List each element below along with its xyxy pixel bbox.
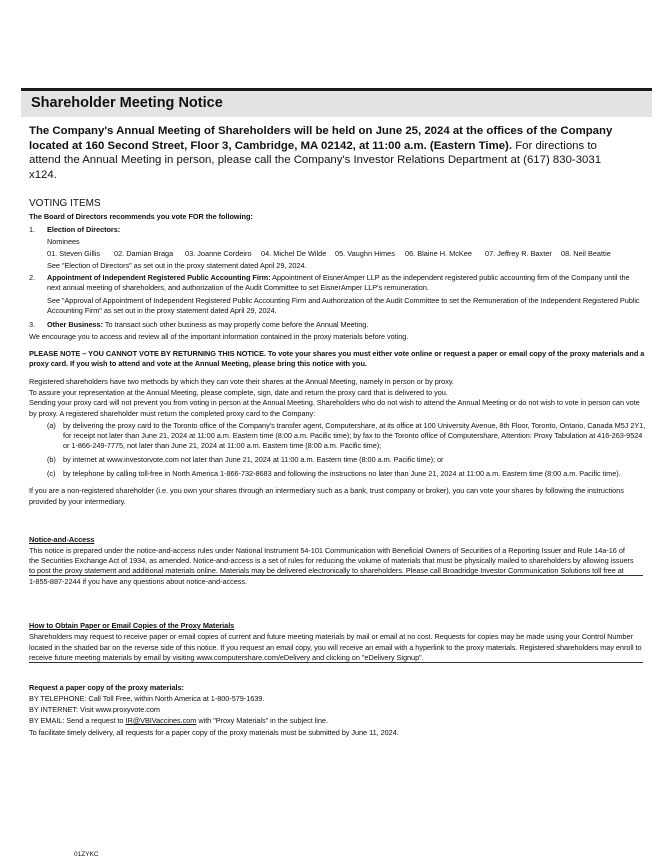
- nominee-item: 04. Michel De Wilde: [261, 249, 327, 258]
- item3-text: To transact such other business as may properly come before the Annual Meeting.: [104, 320, 369, 329]
- request-email-suffix: with "Proxy Materials" in the subject line.: [198, 716, 328, 725]
- nominee-item: 01. Steven Gillis: [47, 249, 101, 258]
- meeting-announcement-bold: The Company's Annual Meeting of Shareholders will be held on June 25, 2024 at the offices of the Company located at 160 Second Street, Floor 3, Cambridge, MA 02142, at 11:00 a.m. (Eastern Time).: [29, 125, 613, 152]
- nominee-item: 02. Damian Braga: [114, 249, 174, 258]
- nominee-item: 05. Vaughn Himes: [335, 249, 395, 258]
- item2-text-line1: Appointment of EisnerAmper LLP as the independent registered public accounting firm of the Company until the: [272, 273, 630, 282]
- obtain-copies-line3: receive future meeting materials by email by visiting www.computershare.com/eDelivery and clicking on "eDelivery Signup".: [29, 653, 424, 662]
- request-by-email: [29, 716, 328, 726]
- nominee-item: 03. Joanne Cordeiro: [185, 249, 252, 258]
- encourage-text: We encourage you to access and review all of the important information contained in the proxy materials before voting.: [29, 332, 409, 341]
- notice-access-line1: This notice is prepared under the notice-and-access rules under National Instrument 54-101 Communication with Beneficial Owners of Securities of a Reporting Issuer and Rule 14a-16 of: [29, 546, 625, 555]
- item1-see-reference: See "Election of Directors" as set out in the proxy statement dated April 29, 2024.: [47, 261, 307, 270]
- obtain-copies-rule: [29, 662, 643, 663]
- method-a-line3: or 1-866-249-7775, not later than June 21, 2024 at 11:00 a.m. Eastern time (8:00 a.m. Pacific time);: [63, 441, 382, 450]
- obtain-copies-heading: How to Obtain Paper or Email Copies of the Proxy Materials: [29, 621, 235, 630]
- page-title: Shareholder Meeting Notice: [31, 95, 223, 111]
- request-by-telephone: BY TELEPHONE: Call Toll Free, within North America at 1-800-579-1639.: [29, 694, 265, 703]
- item3-title: Other Business:: [47, 320, 103, 329]
- item2-title: Appointment of Independent Registered Public Accounting Firm:: [47, 273, 271, 282]
- registered-line2: To assure your representation at the Annual Meeting, please complete, sign, date and return the proxy card that is delivered to you.: [29, 388, 448, 397]
- meeting-announcement-directions: For directions to attend the Annual Meeting in person, please call the Company's Investor Relations Department at (617) 830-3031 x124.: [29, 139, 602, 181]
- nominees-label: Nominees: [47, 237, 80, 246]
- ir-email-link[interactable]: IR@VBIVaccines.com: [125, 716, 197, 725]
- item2-line1: [47, 273, 652, 283]
- nonregistered-line2: provided by your intermediary.: [29, 497, 126, 506]
- item2-text-line2: next annual meeting of shareholders, and authorization of the Audit Committee to set EisnerAmper LLP's remuneration.: [47, 283, 429, 292]
- method-a-label: (a): [47, 421, 56, 430]
- request-email-prefix: BY EMAIL: Send a request to: [29, 716, 124, 725]
- method-b-label: (b): [47, 455, 56, 464]
- item2-number: 2.: [29, 273, 36, 282]
- registered-line1: Registered shareholders have two methods by which they can vote their shares at the Annual Meeting, namely in person or by proxy.: [29, 377, 454, 386]
- board-recommendation: The Board of Directors recommends you vote FOR the following:: [29, 212, 253, 221]
- item1-number: 1.: [29, 225, 36, 234]
- document-code: 01ZYKC: [74, 851, 99, 858]
- request-paper-heading: Request a paper copy of the proxy materials:: [29, 683, 184, 692]
- method-b-text: by internet at www.investorvote.com not later than June 21, 2024 at 11:00 a.m. Eastern time (8:00 a.m. Pacific time); or: [63, 455, 444, 464]
- item3-line: [47, 320, 368, 330]
- notice-access-line4: 1-855-887-2244 if you have any questions about notice-and-access.: [29, 577, 248, 586]
- item2-see-line1: See "Approval of Appointment of Independent Registered Public Accounting Firm and Authorization of the Audit Committee to set the Remuneration of the Independent Registered Public: [47, 296, 640, 305]
- voting-items-heading: VOTING ITEMS: [29, 198, 101, 209]
- meeting-announcement: [29, 124, 619, 182]
- obtain-copies-line1: Shareholders may request to receive paper or email copies of current and future meeting materials by mail or email at no cost. Requests for copies may be made using your Control Number: [29, 632, 633, 641]
- item2-see-line2: Accounting Firm" as set out in the proxy statement dated April 29, 2024.: [47, 306, 277, 315]
- obtain-copies-line2: located in the shaded bar on the reverse side of this notice. If you request an email copy, you will receive an email with a hyperlink to the proxy materials. Registered shareholders may enroll to: [29, 643, 642, 652]
- nominee-item: 06. Blaine H. McKee: [405, 249, 472, 258]
- item1-title: Election of Directors:: [47, 225, 121, 234]
- notice-access-line3: to post the proxy statement and additional materials online. Materials may be delivered electronically to shareholders. Please call Broadridge Investor Communication Solutions toll free at: [29, 566, 624, 575]
- method-c-label: (c): [47, 469, 56, 478]
- method-c-text: by telephone by calling toll-free in North America 1-866-732-8683 and following the instructions no later than June 21, 2024 at 11:00 a.m. Eastern time (8:00 a.m. Pacific time).: [63, 469, 621, 478]
- nominee-item: 07. Jeffrey R. Baxter: [485, 249, 552, 258]
- nominee-item: 08. Neil Beattie: [561, 249, 611, 258]
- item3-number: 3.: [29, 320, 36, 329]
- please-note-line2: proxy card. If you wish to attend and vote at the Annual Meeting, please bring this notice with you.: [29, 359, 367, 368]
- method-a-line1: by delivering the proxy card to the Toronto office of the Company's transfer agent, Computershare, at its office at 100 University Avenue, 8th Floor, Toronto, Ontario, Canada M5J 2Y1,: [63, 421, 646, 430]
- notice-access-rule: [29, 575, 643, 576]
- request-by-internet: BY INTERNET: Visit www.proxyvote.com: [29, 705, 160, 714]
- registered-line4: by proxy. A registered shareholder must return the completed proxy card to the Company:: [29, 409, 316, 418]
- request-deadline: To facilitate timely delivery, all requests for a paper copy of the proxy materials must be submitted by June 11, 2024.: [29, 728, 399, 737]
- nonregistered-line1: If you are a non-registered shareholder (i.e. you own your shares through an intermediary such as a bank, trust company or broker), you can vote your shares by following the instructions: [29, 486, 624, 495]
- registered-line3: Sending your proxy card will not prevent you from voting in person at the Annual Meeting. Shareholders who do not wish to attend the Annual Meeting or do not wish to vote in person can vote: [29, 398, 640, 407]
- notice-access-heading: Notice-and-Access: [29, 535, 95, 544]
- header-bar: [21, 88, 652, 117]
- notice-access-line2: the Securities Exchange Act of 1934, as amended. Notice-and-access is a set of rules for reducing the volume of materials that must be physically mailed to shareholders by allowing issuers: [29, 556, 634, 565]
- method-a-line2: for receipt not later than June 21, 2024 at 11:00 a.m. Eastern time (8:00 a.m. Pacific time); by fax to the Toronto office of Computershare, Attention: Proxy Tabulation at 416-263-9524: [63, 431, 643, 440]
- please-note-line1: PLEASE NOTE – YOU CANNOT VOTE BY RETURNING THIS NOTICE. To vote your shares you must either vote online or request a paper or email copy of the proxy materials and a: [29, 349, 645, 358]
